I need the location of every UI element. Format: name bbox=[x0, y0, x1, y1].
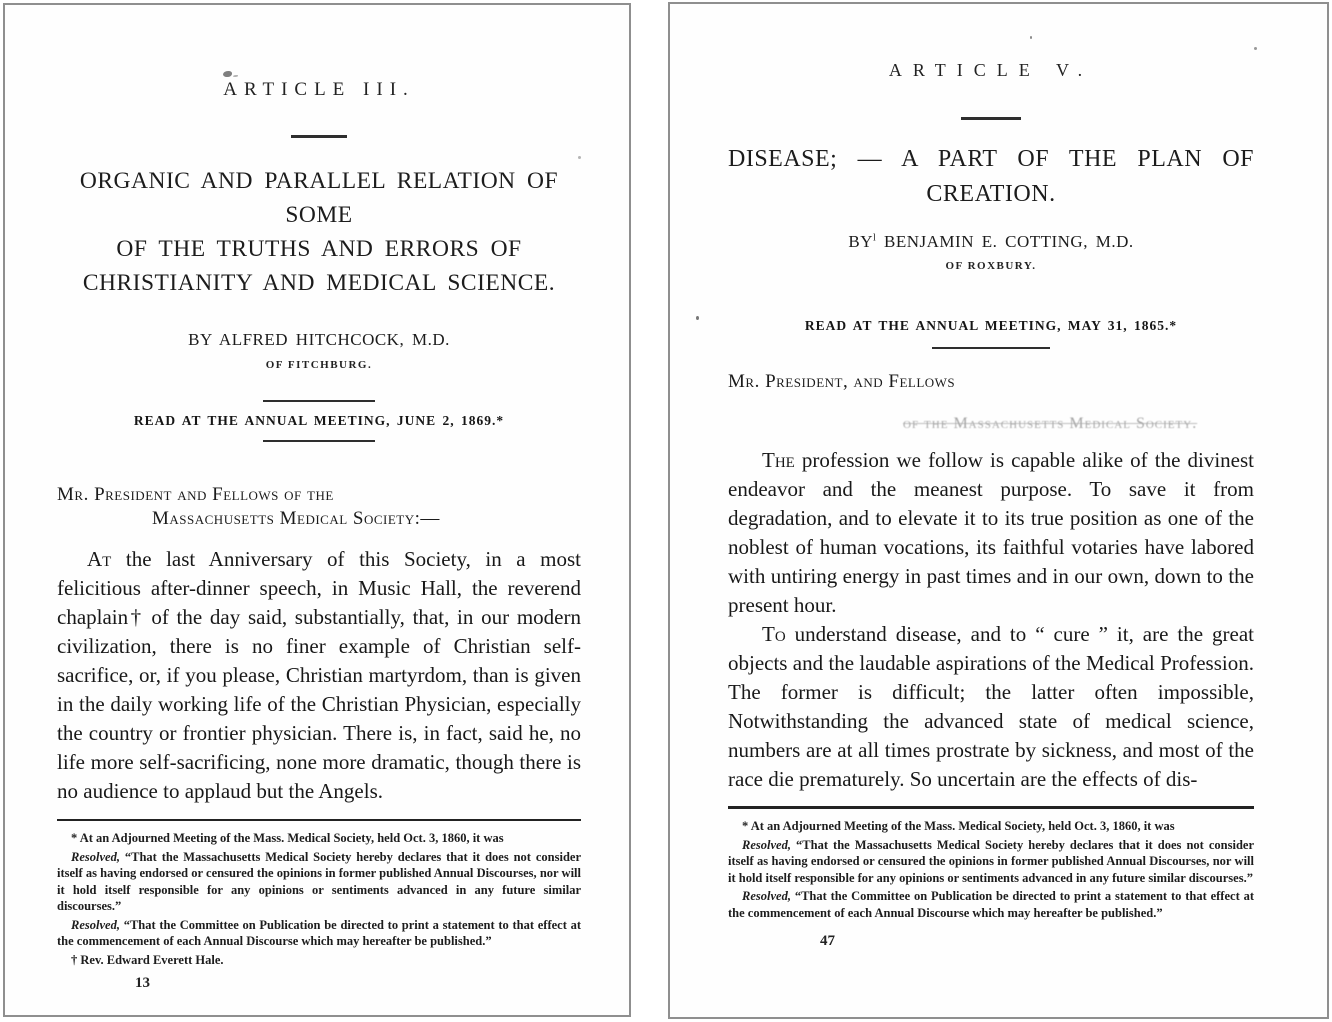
read-line-rule-top bbox=[263, 400, 375, 402]
ink-mark: l bbox=[873, 232, 877, 244]
page-number: 13 bbox=[135, 975, 150, 991]
heading-rule bbox=[291, 135, 347, 138]
author-location: OF FITCHBURG. bbox=[265, 359, 373, 371]
footnote-rule bbox=[57, 819, 581, 821]
read-at-meeting-line: READ AT THE ANNUAL MEETING, JUNE 2, 1869.* bbox=[133, 413, 505, 428]
scan-speck bbox=[578, 156, 581, 159]
title-line: CREATION. bbox=[926, 181, 1056, 207]
body-paragraph bbox=[728, 620, 1254, 794]
footnote-resolved-label: Resolved, bbox=[71, 849, 120, 864]
footnote-text: “That the Massachusetts Medical Society hereby declares that it does not consider itself as having endorsed or censured the opinions in former published Annual Discourses, nor will it hold itself responsible for any opinions or sentiments advanced in any future similar discourses.” bbox=[57, 849, 582, 913]
paragraph-text: understand disease, and to “ cure ” it, are the great objects and the laudable aspirations of the Medical Profession. The former is difficult; the latter often impossible, Notwithstanding the advanced state of medical science, numbers are at all times prostrate by sickness, and most of the race die prematurely. So uncertain are the effects of dis- bbox=[728, 622, 1255, 791]
author-byline bbox=[728, 232, 1254, 252]
article-heading: ARTICLE III. bbox=[223, 79, 415, 100]
ink-smudge bbox=[223, 71, 232, 77]
footnote-text: “That the Committee on Publication be directed to print a statement to that effect at the commencement of each Annual Discourse which may hereafter be published.” bbox=[728, 889, 1254, 920]
footnote-text: “That the Committee on Publication be directed to print a statement to that effect at the commencement of each Annual Discourse which may hereafter be published.” bbox=[57, 917, 582, 948]
paragraph-text: profession we follow is capable alike of the divinest endeavor and the meanest purpose. To save it from degradation, and to elevate it to its true position as one of the noblest of human vocations, its faithful votaries have labored with untiring energy in past times and in our own, down to the present hour. bbox=[728, 448, 1254, 617]
footnote-marker: * bbox=[742, 819, 749, 833]
footnote-text: “That the Massachusetts Medical Society hereby declares that it does not consider itself as having endorsed or censured the opinions in former published Annual Discourses, nor will it hold itself responsible for any opinions or sentiments advanced in any future similar discourses.” bbox=[728, 837, 1255, 885]
paragraph-text: the last Anniversary of this Society, in a most felicitious after-dinner speech, in Music Hall, the reverend chaplain† of the day said, substantially, that, in our modern civilization, there is no finer example of Christian self-sacrifice, or, if you please, Christian martyrdom, than is given in the daily working life of the Christian Physician, especially the country or frontier physician. There is, in fact, said he, no life more self-sacrificing, none more dramatic, though there is no audience to applaud but the Angels. bbox=[57, 547, 582, 803]
title-line: OF THE TRUTHS AND ERRORS OF bbox=[116, 236, 522, 262]
footnote bbox=[57, 849, 581, 915]
footnote-text: Rev. Edward Everett Hale. bbox=[80, 952, 224, 967]
paragraph-lead-word: The bbox=[762, 448, 795, 472]
read-at-meeting-line: READ AT THE ANNUAL MEETING, MAY 31, 1865.* bbox=[804, 318, 1178, 333]
heading-rule bbox=[961, 117, 1021, 120]
article-title bbox=[57, 164, 581, 300]
footnotes bbox=[57, 830, 581, 968]
scan-speck bbox=[1030, 36, 1032, 39]
footnote bbox=[728, 837, 1254, 887]
title-line: ORGANIC AND PARALLEL RELATION OF SOME bbox=[79, 168, 559, 228]
paragraph-lead-word: To bbox=[762, 622, 786, 646]
footnote-marker: * bbox=[71, 831, 78, 845]
footnote-resolved-label: Resolved, bbox=[71, 917, 120, 932]
footnote bbox=[57, 917, 581, 950]
salutation-line-2-faded: of the Massachusetts Medical Society. bbox=[903, 415, 1198, 432]
scan-speck bbox=[1254, 47, 1257, 50]
footnote bbox=[728, 818, 1254, 835]
footnote-text: At an Adjourned Meeting of the Mass. Medical Society, held Oct. 3, 1860, it was bbox=[79, 831, 504, 845]
footnote bbox=[57, 830, 581, 847]
article-heading: ARTICLE V. bbox=[888, 60, 1094, 80]
read-line-rule-bottom bbox=[932, 347, 1050, 349]
footnote-marker: † bbox=[71, 952, 78, 967]
footnote-resolved-label: Resolved, bbox=[742, 889, 791, 903]
footnote bbox=[57, 952, 581, 969]
read-line-rule-bottom bbox=[263, 440, 375, 442]
body-paragraph bbox=[728, 446, 1254, 620]
scan-speck bbox=[696, 316, 699, 320]
author-byline: BY ALFRED HITCHCOCK, M.D. bbox=[188, 330, 450, 349]
footnote-rule bbox=[728, 806, 1254, 809]
article-title bbox=[728, 142, 1254, 212]
salutation-line-2: Massachusetts Medical Society:— bbox=[152, 508, 440, 529]
title-line: CHRISTIANITY AND MEDICAL SCIENCE. bbox=[82, 270, 556, 296]
paragraph-lead-word: At bbox=[87, 547, 112, 571]
salutation-line-1: Mr. President, and Fellows bbox=[728, 371, 956, 392]
scanned-page-right bbox=[668, 2, 1329, 1019]
footnotes bbox=[728, 818, 1254, 921]
byline-name: BENJAMIN E. COTTING, M.D. bbox=[884, 232, 1134, 251]
body-paragraph bbox=[57, 545, 581, 806]
footnote-resolved-label: Resolved, bbox=[742, 837, 791, 852]
page-number: 47 bbox=[820, 933, 835, 949]
byline-by: BY bbox=[848, 232, 873, 251]
scanned-page-left bbox=[3, 3, 631, 1017]
author-location: OF ROXBURY. bbox=[945, 260, 1037, 272]
title-line: DISEASE; — A PART OF THE PLAN OF bbox=[728, 146, 1254, 172]
salutation-line-1: Mr. President and Fellows of the bbox=[57, 484, 334, 505]
footnote-text: At an Adjourned Meeting of the Mass. Medical Society, held Oct. 3, 1860, it was bbox=[750, 819, 1175, 833]
footnote bbox=[728, 888, 1254, 921]
